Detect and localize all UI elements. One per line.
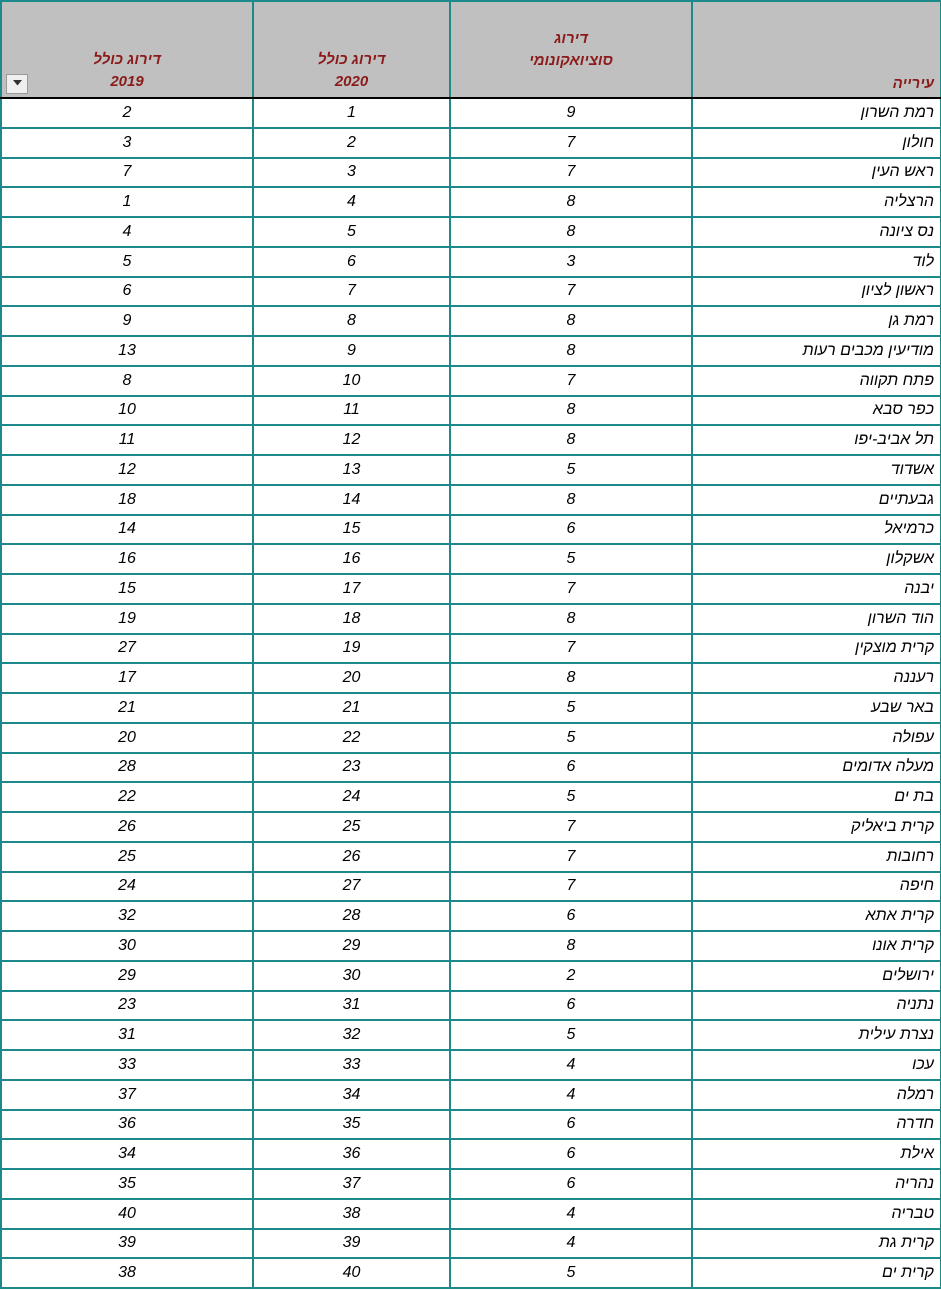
cell-rank-2020[interactable]: 29 — [253, 931, 450, 961]
cell-rank-2020[interactable]: 34 — [253, 1080, 450, 1110]
cell-rank-2019[interactable]: 19 — [1, 604, 253, 634]
cell-rank-2020[interactable]: 12 — [253, 425, 450, 455]
cell-rank-2020[interactable]: 33 — [253, 1050, 450, 1080]
cell-socio[interactable]: 8 — [450, 485, 692, 515]
cell-city[interactable]: גבעתיים — [692, 485, 941, 515]
cell-city[interactable]: קרית ים — [692, 1258, 941, 1288]
table-row — [1, 723, 941, 753]
cell-rank-2019[interactable]: 17 — [1, 663, 253, 693]
cell-rank-2020[interactable]: 23 — [253, 753, 450, 783]
cell-rank-2019[interactable]: 15 — [1, 574, 253, 604]
table-row — [1, 574, 941, 604]
cell-rank-2020[interactable]: 39 — [253, 1229, 450, 1259]
cell-rank-2019[interactable]: 25 — [1, 842, 253, 872]
cell-city[interactable]: רחובות — [692, 842, 941, 872]
cell-socio[interactable]: 7 — [450, 842, 692, 872]
cell-rank-2019[interactable]: 14 — [1, 515, 253, 545]
table-row — [1, 842, 941, 872]
cell-rank-2019[interactable]: 33 — [1, 1050, 253, 1080]
cell-city[interactable]: חיפה — [692, 872, 941, 902]
cell-rank-2019[interactable]: 35 — [1, 1169, 253, 1199]
table-row — [1, 515, 941, 545]
cell-socio[interactable]: 7 — [450, 634, 692, 664]
cell-rank-2020[interactable]: 25 — [253, 812, 450, 842]
cell-rank-2020[interactable]: 2 — [253, 128, 450, 158]
cell-socio[interactable]: 5 — [450, 1258, 692, 1288]
table-row — [1, 693, 941, 723]
cell-rank-2020[interactable]: 27 — [253, 872, 450, 902]
table-row — [1, 485, 941, 515]
cell-rank-2019[interactable]: 3 — [1, 128, 253, 158]
cell-socio[interactable]: 4 — [450, 1199, 692, 1229]
cell-city[interactable]: רמת השרון — [692, 98, 941, 128]
table-row — [1, 782, 941, 812]
cell-socio[interactable]: 7 — [450, 366, 692, 396]
cell-socio[interactable]: 7 — [450, 277, 692, 307]
cell-rank-2020[interactable]: 26 — [253, 842, 450, 872]
cell-rank-2019[interactable]: 18 — [1, 485, 253, 515]
cell-rank-2020[interactable]: 6 — [253, 247, 450, 277]
table-row — [1, 1258, 941, 1288]
cell-city[interactable]: חולון — [692, 128, 941, 158]
cell-socio[interactable]: 8 — [450, 396, 692, 426]
cell-rank-2019[interactable]: 12 — [1, 455, 253, 485]
cell-rank-2020[interactable]: 8 — [253, 306, 450, 336]
table-row — [1, 455, 941, 485]
table-row — [1, 753, 941, 783]
cell-rank-2020[interactable]: 18 — [253, 604, 450, 634]
cell-socio[interactable]: 3 — [450, 247, 692, 277]
cell-rank-2019[interactable]: 16 — [1, 544, 253, 574]
cell-rank-2020[interactable]: 31 — [253, 991, 450, 1021]
cell-rank-2019[interactable]: 2 — [1, 98, 253, 128]
cell-socio[interactable]: 8 — [450, 425, 692, 455]
cell-socio[interactable]: 8 — [450, 217, 692, 247]
cell-rank-2020[interactable]: 15 — [253, 515, 450, 545]
cell-socio[interactable]: 8 — [450, 931, 692, 961]
table-row — [1, 991, 941, 1021]
cell-rank-2020[interactable]: 19 — [253, 634, 450, 664]
cell-rank-2020[interactable]: 3 — [253, 158, 450, 188]
cell-socio[interactable]: 6 — [450, 901, 692, 931]
cell-city[interactable]: מודיעין מכבים רעות — [692, 336, 941, 366]
table-row — [1, 604, 941, 634]
cell-city[interactable]: ירושלים — [692, 961, 941, 991]
table-row — [1, 336, 941, 366]
cell-city[interactable]: קרית מוצקין — [692, 634, 941, 664]
cell-rank-2020[interactable]: 37 — [253, 1169, 450, 1199]
cell-city[interactable]: כפר סבא — [692, 396, 941, 426]
table-row — [1, 1139, 941, 1169]
cell-socio[interactable]: 7 — [450, 812, 692, 842]
cell-socio[interactable]: 8 — [450, 604, 692, 634]
cell-city[interactable]: הרצליה — [692, 187, 941, 217]
cell-rank-2019[interactable]: 11 — [1, 425, 253, 455]
cell-city[interactable]: אילת — [692, 1139, 941, 1169]
cell-city[interactable]: קרית גת — [692, 1229, 941, 1259]
cell-socio[interactable]: 4 — [450, 1229, 692, 1259]
table-row — [1, 1020, 941, 1050]
cell-rank-2019[interactable]: 5 — [1, 247, 253, 277]
cell-socio[interactable]: 6 — [450, 1110, 692, 1140]
cell-rank-2019[interactable]: 6 — [1, 277, 253, 307]
table-row — [1, 1080, 941, 1110]
cell-rank-2020[interactable]: 4 — [253, 187, 450, 217]
cell-rank-2019[interactable]: 27 — [1, 634, 253, 664]
cell-rank-2019[interactable]: 32 — [1, 901, 253, 931]
cell-rank-2019[interactable]: 24 — [1, 872, 253, 902]
cell-rank-2020[interactable]: 35 — [253, 1110, 450, 1140]
cell-rank-2019[interactable]: 28 — [1, 753, 253, 783]
cell-city[interactable]: טבריה — [692, 1199, 941, 1229]
cell-socio[interactable]: 6 — [450, 753, 692, 783]
cell-city[interactable]: עכו — [692, 1050, 941, 1080]
header-socio-line2: סוציואקונומי — [529, 52, 613, 69]
cell-city[interactable]: רעננה — [692, 663, 941, 693]
table-row — [1, 277, 941, 307]
cell-rank-2019[interactable]: 40 — [1, 1199, 253, 1229]
table-row — [1, 1169, 941, 1199]
cell-city[interactable]: הוד השרון — [692, 604, 941, 634]
cell-rank-2020[interactable]: 38 — [253, 1199, 450, 1229]
header-city[interactable] — [692, 1, 941, 98]
cell-city[interactable]: כרמיאל — [692, 515, 941, 545]
cell-rank-2020[interactable]: 1 — [253, 98, 450, 128]
table-row — [1, 217, 941, 247]
cell-rank-2019[interactable]: 39 — [1, 1229, 253, 1259]
cell-rank-2020[interactable]: 28 — [253, 901, 450, 931]
cell-socio[interactable]: 7 — [450, 574, 692, 604]
table-row — [1, 1229, 941, 1259]
cell-rank-2019[interactable]: 13 — [1, 336, 253, 366]
table-row — [1, 872, 941, 902]
cell-socio[interactable]: 8 — [450, 336, 692, 366]
table-row — [1, 961, 941, 991]
cell-city[interactable]: ראשון לציון — [692, 277, 941, 307]
cell-rank-2019[interactable]: 31 — [1, 1020, 253, 1050]
header-city-label: עירייה — [892, 75, 934, 92]
table-row — [1, 158, 941, 188]
cell-socio[interactable]: 5 — [450, 455, 692, 485]
cell-city[interactable]: אשדוד — [692, 455, 941, 485]
cell-city[interactable]: יבנה — [692, 574, 941, 604]
cell-city[interactable]: קרית ביאליק — [692, 812, 941, 842]
cell-rank-2019[interactable]: 4 — [1, 217, 253, 247]
cell-rank-2020[interactable]: 40 — [253, 1258, 450, 1288]
table-row — [1, 634, 941, 664]
table-row — [1, 247, 941, 277]
cell-city[interactable]: נתניה — [692, 991, 941, 1021]
table-row — [1, 187, 941, 217]
cell-city[interactable]: תל אביב-יפו — [692, 425, 941, 455]
cell-socio[interactable]: 6 — [450, 515, 692, 545]
table-row — [1, 1199, 941, 1229]
cell-rank-2019[interactable]: 9 — [1, 306, 253, 336]
cell-rank-2019[interactable]: 20 — [1, 723, 253, 753]
cell-city[interactable]: לוד — [692, 247, 941, 277]
cell-rank-2019[interactable]: 30 — [1, 931, 253, 961]
cell-socio[interactable]: 7 — [450, 128, 692, 158]
table-body — [1, 98, 941, 1288]
cell-rank-2020[interactable]: 32 — [253, 1020, 450, 1050]
cell-city[interactable]: אשקלון — [692, 544, 941, 574]
header-rank-2019-line1: דירוג כולל — [93, 51, 161, 68]
cell-socio[interactable]: 8 — [450, 306, 692, 336]
cell-socio[interactable]: 8 — [450, 187, 692, 217]
table-row — [1, 366, 941, 396]
table-row — [1, 812, 941, 842]
cell-city[interactable]: נצרת עילית — [692, 1020, 941, 1050]
cell-rank-2019[interactable]: 29 — [1, 961, 253, 991]
table-row — [1, 128, 941, 158]
cell-rank-2020[interactable]: 36 — [253, 1139, 450, 1169]
table-row — [1, 1050, 941, 1080]
cell-socio[interactable]: 5 — [450, 1020, 692, 1050]
cell-socio[interactable]: 7 — [450, 872, 692, 902]
cell-city[interactable]: קרית אתא — [692, 901, 941, 931]
cell-rank-2019[interactable]: 23 — [1, 991, 253, 1021]
cell-socio[interactable]: 6 — [450, 1139, 692, 1169]
cell-socio[interactable]: 5 — [450, 782, 692, 812]
header-rank-2020[interactable] — [253, 1, 450, 98]
cell-rank-2019[interactable]: 38 — [1, 1258, 253, 1288]
cell-socio[interactable]: 4 — [450, 1080, 692, 1110]
cell-rank-2020[interactable]: 7 — [253, 277, 450, 307]
cell-socio[interactable]: 5 — [450, 723, 692, 753]
cell-rank-2020[interactable]: 24 — [253, 782, 450, 812]
filter-dropdown-button[interactable] — [6, 74, 28, 94]
table-row — [1, 663, 941, 693]
cell-socio[interactable]: 7 — [450, 158, 692, 188]
table-row — [1, 98, 941, 128]
cell-rank-2020[interactable]: 13 — [253, 455, 450, 485]
table-row — [1, 306, 941, 336]
cell-city[interactable]: מעלה אדומים — [692, 753, 941, 783]
cell-rank-2019[interactable]: 21 — [1, 693, 253, 723]
cell-rank-2020[interactable]: 20 — [253, 663, 450, 693]
cell-socio[interactable]: 6 — [450, 1169, 692, 1199]
header-socio[interactable] — [450, 1, 692, 98]
cell-city[interactable]: נס ציונה — [692, 217, 941, 247]
cell-city[interactable]: ראש העין — [692, 158, 941, 188]
cell-rank-2019[interactable]: 8 — [1, 366, 253, 396]
chevron-down-icon — [13, 80, 22, 86]
cell-rank-2019[interactable]: 7 — [1, 158, 253, 188]
cell-socio[interactable]: 5 — [450, 544, 692, 574]
cell-socio[interactable]: 5 — [450, 693, 692, 723]
table-row — [1, 544, 941, 574]
cell-socio[interactable]: 9 — [450, 98, 692, 128]
cell-rank-2019[interactable]: 1 — [1, 187, 253, 217]
cell-socio[interactable]: 2 — [450, 961, 692, 991]
cell-city[interactable]: רמלה — [692, 1080, 941, 1110]
cell-rank-2020[interactable]: 17 — [253, 574, 450, 604]
cell-rank-2020[interactable]: 11 — [253, 396, 450, 426]
cell-rank-2020[interactable]: 10 — [253, 366, 450, 396]
cell-city[interactable]: רמת גן — [692, 306, 941, 336]
header-rank-2020-line2: 2020 — [334, 73, 369, 90]
table-row — [1, 425, 941, 455]
cell-rank-2019[interactable]: 10 — [1, 396, 253, 426]
header-rank-2019-line2: 2019 — [110, 73, 144, 90]
cell-rank-2020[interactable]: 16 — [253, 544, 450, 574]
cell-rank-2019[interactable]: 22 — [1, 782, 253, 812]
cell-rank-2020[interactable]: 22 — [253, 723, 450, 753]
cell-rank-2020[interactable]: 9 — [253, 336, 450, 366]
cell-rank-2019[interactable]: 37 — [1, 1080, 253, 1110]
cell-rank-2019[interactable]: 36 — [1, 1110, 253, 1140]
table-row — [1, 901, 941, 931]
cell-rank-2020[interactable]: 5 — [253, 217, 450, 247]
header-row — [1, 1, 941, 98]
cell-city[interactable]: באר שבע — [692, 693, 941, 723]
cell-city[interactable]: חדרה — [692, 1110, 941, 1140]
cell-rank-2020[interactable]: 30 — [253, 961, 450, 991]
header-rank-2020-line1: דירוג כולל — [317, 51, 386, 68]
table-row — [1, 396, 941, 426]
cell-rank-2020[interactable]: 14 — [253, 485, 450, 515]
cell-rank-2020[interactable]: 21 — [253, 693, 450, 723]
cell-city[interactable]: פתח תקווה — [692, 366, 941, 396]
table-row — [1, 1110, 941, 1140]
cell-rank-2019[interactable]: 34 — [1, 1139, 253, 1169]
cell-city[interactable]: בת ים — [692, 782, 941, 812]
cell-socio[interactable]: 6 — [450, 991, 692, 1021]
cell-socio[interactable]: 8 — [450, 663, 692, 693]
cell-city[interactable]: עפולה — [692, 723, 941, 753]
cell-city[interactable]: נהריה — [692, 1169, 941, 1199]
cell-rank-2019[interactable]: 26 — [1, 812, 253, 842]
cell-socio[interactable]: 4 — [450, 1050, 692, 1080]
header-rank-2019[interactable] — [1, 1, 253, 98]
cell-city[interactable]: קרית אונו — [692, 931, 941, 961]
table-row — [1, 931, 941, 961]
header-socio-line1: דירוג — [554, 30, 588, 47]
